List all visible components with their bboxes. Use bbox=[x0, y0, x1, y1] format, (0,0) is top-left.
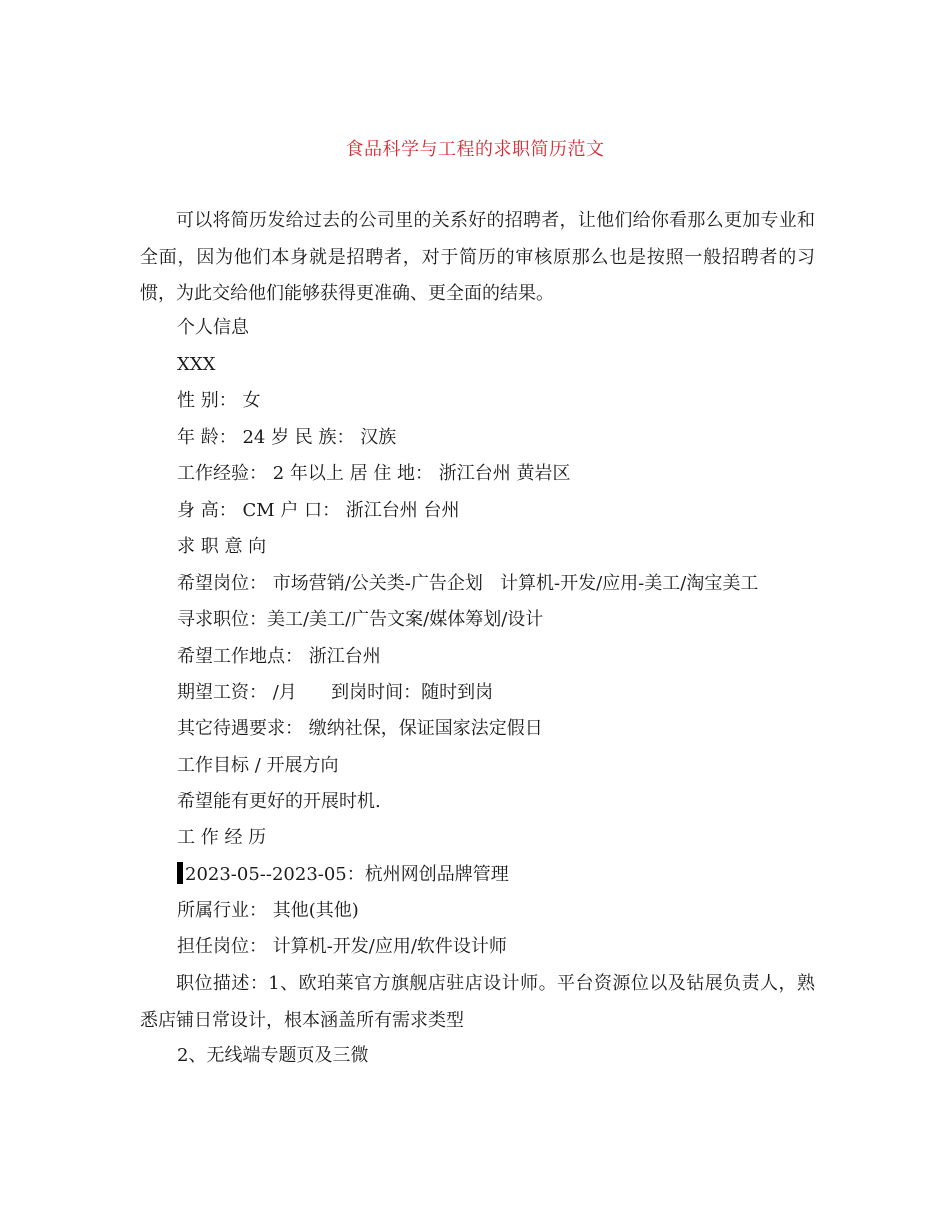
height-hukou-line: 身 高： CM 户 口： 浙江台州 台州 bbox=[177, 500, 460, 521]
document-title: 食品科学与工程的求职简历范文 bbox=[345, 139, 605, 160]
gender-line: 性 别： 女 bbox=[177, 390, 261, 411]
salary-start-line: 期望工资： /月 到岗时间：随时到岗 bbox=[177, 682, 494, 703]
goal-line: 希望能有更好的开展时机. bbox=[177, 791, 381, 812]
work-history-heading: 工 作 经 历 bbox=[177, 827, 267, 848]
intention-heading: 求 职 意 向 bbox=[177, 536, 267, 557]
job-description-paragraph: 职位描述：1、欧珀莱官方旗舰店驻店设计师。平台资源位以及钻展负责人，熟悉店铺日常设计，根本涵盖所有需求类型 bbox=[140, 973, 815, 1031]
name-line: XXX bbox=[177, 354, 216, 375]
description-item-2: 2、无线端专题页及三微 bbox=[177, 1045, 369, 1066]
seek-positions-line: 寻求职位：美工/美工/广告文案/媒体筹划/设计 bbox=[177, 609, 544, 630]
marker-bar bbox=[177, 862, 183, 884]
age-ethnicity-line: 年 龄： 24 岁 民 族： 汉族 bbox=[177, 427, 397, 448]
work-period-company-text: 2023-05--2023-05：杭州网创品牌管理 bbox=[185, 864, 509, 885]
desired-positions-line: 希望岗位： 市场营销/公关类-广告企划 计算机-开发/应用-美工/淘宝美工 bbox=[177, 573, 759, 594]
industry-line: 所属行业： 其他(其他) bbox=[177, 900, 359, 921]
goal-heading: 工作目标 / 开展方向 bbox=[177, 755, 339, 776]
intro-paragraph: 可以将简历发给过去的公司里的关系好的招聘者，让他们给你看那么更加专业和全面，因为他们本身就是招聘者，对于简历的审核原那么也是按照一般招聘者的习惯，为此交给他们能够获得更准确、更全面的结果。 bbox=[140, 210, 815, 304]
desired-location-line: 希望工作地点： 浙江台州 bbox=[177, 646, 381, 667]
personal-info-heading: 个人信息 bbox=[177, 317, 249, 338]
other-benefits-line: 其它待遇要求： 缴纳社保，保证国家法定假日 bbox=[177, 718, 543, 739]
work-period-company-line bbox=[177, 862, 509, 887]
experience-residence-line: 工作经验： 2 年以上 居 住 地： 浙江台州 黄岩区 bbox=[177, 463, 571, 484]
held-position-line: 担任岗位： 计算机-开发/应用/软件设计师 bbox=[177, 936, 507, 957]
